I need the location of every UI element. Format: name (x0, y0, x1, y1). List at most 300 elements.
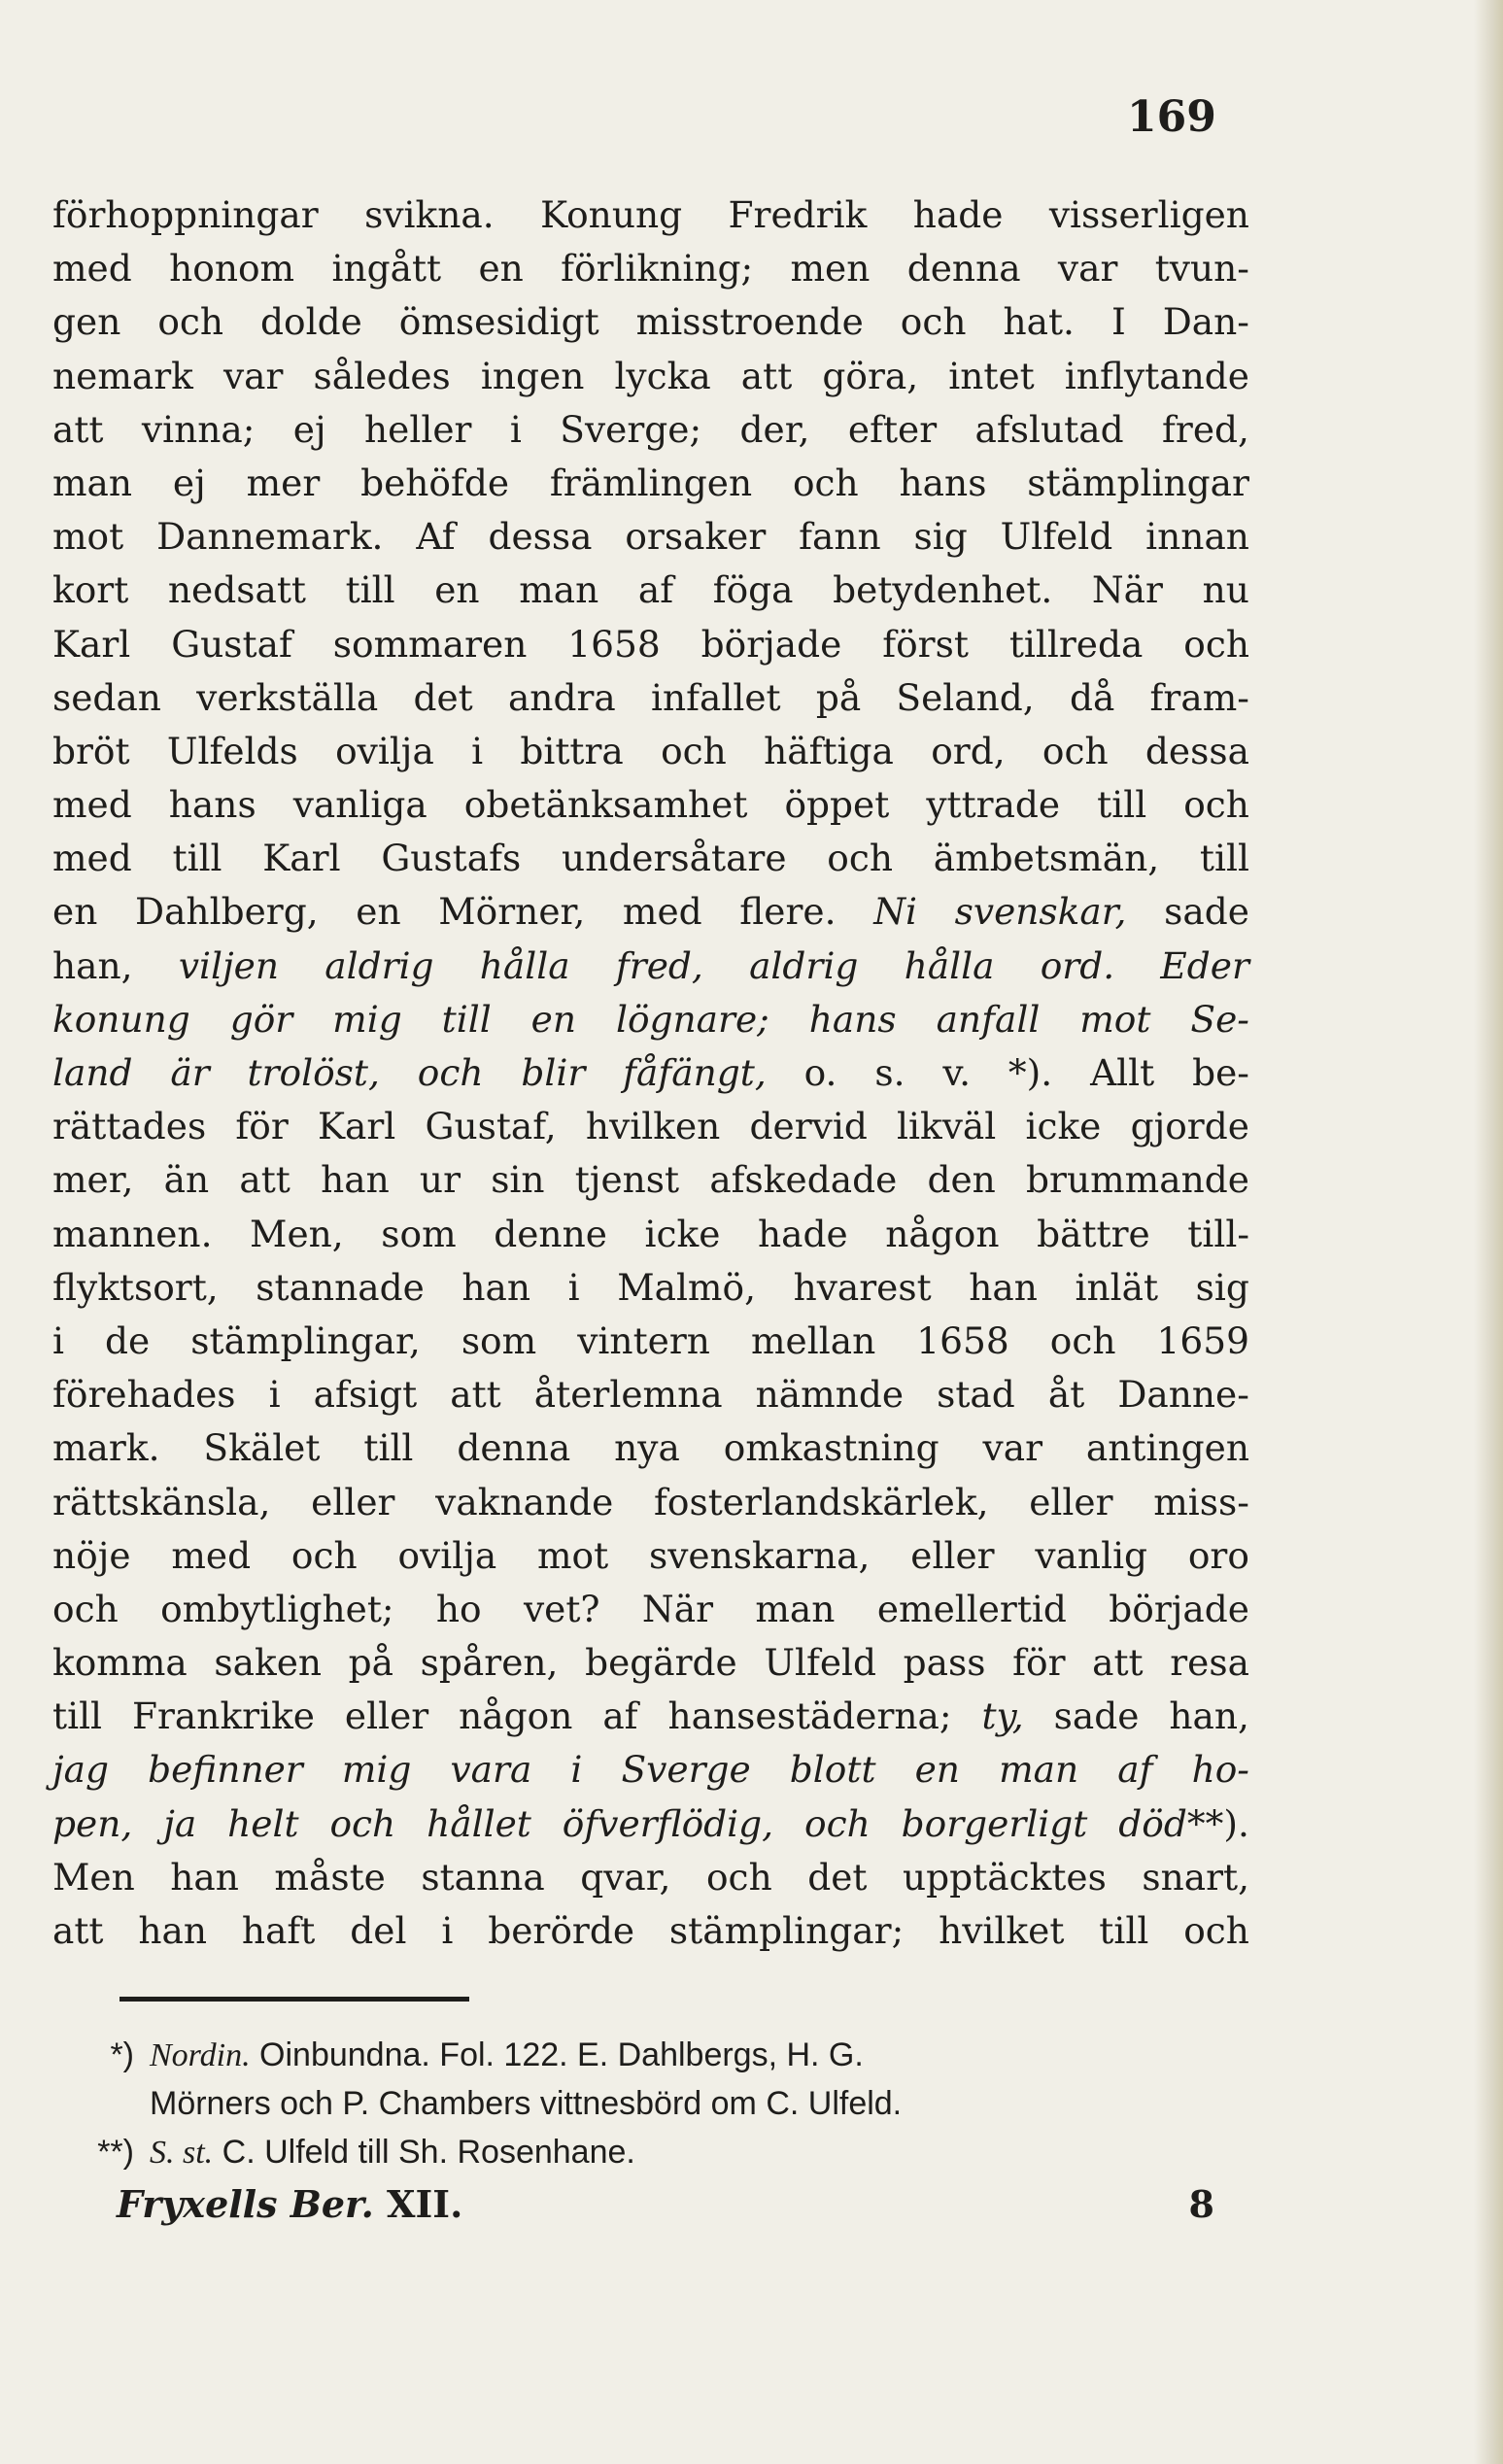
word: och (705, 1855, 772, 1899)
word: Karl (262, 837, 341, 880)
word: behöfde (360, 461, 510, 504)
word: stämplingar, (190, 1318, 421, 1362)
word: omkastning (723, 1426, 939, 1470)
word: trolöst, (247, 1051, 380, 1094)
text-line (52, 1100, 1249, 1153)
word: med (52, 247, 132, 291)
word: han (461, 1265, 531, 1309)
word: och (900, 300, 967, 344)
word: infallet (650, 675, 781, 719)
word: till- (1187, 1212, 1249, 1255)
word: Karl (52, 622, 131, 666)
word: det (807, 1855, 868, 1899)
word: *). (1008, 1051, 1053, 1094)
footnote-text: C. Ulfeld till Sh. Rosenhane. (213, 2134, 635, 2171)
word: Gustafs (381, 837, 522, 880)
word: och (661, 729, 727, 772)
word: han (170, 1855, 239, 1899)
word: Ulfeld (1000, 515, 1113, 559)
word: man (52, 461, 133, 504)
word: resa (1170, 1641, 1249, 1685)
text-line (52, 1046, 1249, 1100)
word: orsaker (625, 515, 767, 559)
word: ombytlighet; (160, 1587, 394, 1630)
word: ord, (931, 729, 1006, 772)
word: del (350, 1909, 407, 1952)
word: återlemna (533, 1373, 723, 1417)
text-line (52, 1797, 1249, 1851)
text-line (52, 1421, 1249, 1475)
word: af (637, 568, 674, 612)
word: berörde (488, 1909, 635, 1952)
word: lycka (614, 354, 711, 397)
word: vintern (577, 1318, 710, 1362)
word: till (363, 1426, 414, 1470)
word: att (1092, 1641, 1144, 1685)
word: och (792, 461, 859, 504)
text-line (52, 940, 1249, 993)
word: spåren, (420, 1641, 559, 1685)
word: måste (274, 1855, 386, 1899)
word: till (441, 997, 492, 1041)
word: dervid (749, 1105, 868, 1148)
word: ja (163, 1801, 197, 1845)
signature-line (117, 2182, 1214, 2241)
text-line (52, 885, 1249, 939)
word: lögnare; (615, 997, 769, 1041)
word: bittra (520, 729, 624, 772)
word: bättre (1037, 1212, 1150, 1255)
word: föga (712, 568, 794, 612)
word: afsigt (313, 1373, 418, 1417)
word: Gustaf, (425, 1105, 557, 1148)
word: öfverflödig, (562, 1801, 774, 1845)
signature-title: Fryxells Ber. (117, 2182, 374, 2226)
word: Dannemark. (156, 515, 384, 559)
word: på (815, 675, 862, 719)
word: sade (1164, 890, 1249, 934)
text-line (52, 564, 1249, 617)
word: ovilja (397, 1533, 497, 1577)
word: brummande (1026, 1158, 1249, 1202)
word: stämplingar (1027, 461, 1249, 504)
word: gjorde (1130, 1105, 1249, 1148)
word: en (52, 890, 98, 934)
word: land (52, 1051, 133, 1094)
word: honom (169, 247, 295, 291)
word: mellan (750, 1318, 876, 1362)
word: stanna (421, 1855, 545, 1899)
word: mig (341, 1748, 412, 1792)
word: började (700, 622, 842, 666)
word: var (1057, 247, 1118, 291)
body-text (52, 188, 1249, 1958)
word: för (1012, 1641, 1066, 1685)
word: obetänksamhet (463, 783, 748, 827)
word: eller (1029, 1480, 1113, 1523)
word: misstroende (635, 300, 864, 344)
word: och (827, 837, 894, 880)
text-line (52, 188, 1249, 242)
word: stad (937, 1373, 1015, 1417)
word: sade (1053, 1694, 1140, 1738)
text-line (52, 1690, 1249, 1743)
word: hålla (904, 943, 995, 987)
word: der, (739, 407, 810, 451)
word: vanliga (292, 783, 427, 827)
word: upptäcktes (903, 1855, 1107, 1899)
word: andra (507, 675, 616, 719)
word: vinna; (141, 407, 256, 451)
word: qvar, (580, 1855, 671, 1899)
text-line (52, 1636, 1249, 1690)
word: och (804, 1801, 871, 1845)
word: inlät (1075, 1265, 1159, 1309)
word: snart, (1142, 1855, 1249, 1899)
word: Skälet (203, 1426, 321, 1470)
word: främlingen (549, 461, 753, 504)
word: begärde (585, 1641, 737, 1685)
page-number: 169 (1127, 92, 1216, 142)
word: man (755, 1587, 836, 1630)
word: tvun- (1154, 247, 1249, 291)
word: bröt (52, 729, 130, 772)
word: således (313, 354, 451, 397)
word: denna (457, 1426, 571, 1470)
word: och (417, 1051, 484, 1094)
word: först (882, 622, 969, 666)
word: rättades (52, 1105, 207, 1148)
word: med (622, 890, 702, 934)
word: sin (491, 1158, 545, 1202)
footnote-1-continued: Mörners och P. Chambers vittnesbörd om C. Ulfeld. (150, 2085, 903, 2122)
word: nedsatt (167, 568, 306, 612)
word: sig (1195, 1265, 1249, 1309)
text-line (52, 510, 1249, 564)
signature-volume: XII. (387, 2182, 463, 2226)
word: sig (913, 515, 968, 559)
word: fosterlandskärlek, (654, 1480, 989, 1523)
word: öppet (784, 783, 890, 827)
word: Dahlberg, (135, 890, 319, 934)
word: på (348, 1641, 394, 1685)
word: v. (942, 1051, 972, 1094)
word: Mörner, (438, 890, 586, 934)
word: att (740, 354, 793, 397)
word: innan (1145, 515, 1249, 559)
word: hans (808, 997, 897, 1041)
word: åt (1047, 1373, 1085, 1417)
text-line (52, 1315, 1249, 1368)
word: i (567, 1265, 580, 1309)
word: att (239, 1158, 290, 1202)
word: dessa (1144, 729, 1249, 772)
word: förlikning; (561, 247, 754, 291)
word: flere. (739, 890, 837, 934)
word: nemark (52, 354, 193, 397)
word: hållet (427, 1801, 531, 1845)
word: vet? (523, 1587, 600, 1630)
word: emellertid (876, 1587, 1067, 1630)
word: med (171, 1533, 252, 1577)
word: hade (757, 1212, 848, 1255)
word: göra, (822, 354, 919, 397)
word: i (570, 1748, 583, 1792)
word: nämnde (755, 1373, 905, 1417)
word: än (163, 1158, 210, 1202)
word: konung (52, 997, 190, 1041)
footnote-mark: **) (97, 2134, 134, 2171)
text-line (52, 993, 1249, 1046)
word: nu (1202, 568, 1249, 612)
word: ingått (331, 247, 442, 291)
word: stämplingar; (668, 1909, 905, 1952)
word: aldrig (749, 943, 859, 987)
word: ömsesidigt (398, 300, 599, 344)
word: fann (799, 515, 881, 559)
text-line (52, 1368, 1249, 1421)
word: som (461, 1318, 537, 1362)
word: mark. (52, 1426, 160, 1470)
word: heller (364, 407, 472, 451)
word: mig (332, 997, 402, 1041)
word: denne (494, 1212, 607, 1255)
text-line (52, 350, 1249, 403)
word: till (52, 1694, 103, 1738)
word: tillreda (1008, 622, 1144, 666)
word: som (381, 1212, 457, 1255)
word: till (1097, 783, 1147, 827)
text-line (52, 671, 1249, 725)
word: fåfängt, (623, 1051, 767, 1094)
word: och (1183, 1909, 1249, 1952)
word: nya (614, 1426, 680, 1470)
word: svenskarna, (649, 1533, 871, 1577)
word: och (1183, 622, 1249, 666)
text-line (52, 832, 1249, 885)
word: undersåtare (561, 837, 787, 880)
word: vara (450, 1748, 532, 1792)
text-line (52, 457, 1249, 510)
word: hade (912, 193, 1004, 236)
text-line (52, 1476, 1249, 1529)
word: hålla (479, 943, 570, 987)
word: eller (311, 1480, 395, 1523)
word: afskedade (709, 1158, 898, 1202)
word: med (52, 837, 132, 880)
word: borgerligt (901, 1801, 1088, 1845)
word: någon (885, 1212, 1000, 1255)
word: antingen (1085, 1426, 1249, 1470)
word: han (969, 1265, 1038, 1309)
text-line (52, 778, 1249, 832)
word: ord. (1040, 943, 1115, 987)
word: man (519, 568, 599, 612)
word: pen, (52, 1801, 133, 1845)
word: be- (1192, 1051, 1249, 1094)
word: till (345, 568, 395, 612)
word: Karl (318, 1105, 396, 1148)
word: Ulfeld (764, 1641, 877, 1685)
word: mot (52, 515, 124, 559)
word: med (52, 783, 132, 827)
word: en (434, 568, 480, 612)
word: aldrig (325, 943, 434, 987)
word: Konung (540, 193, 683, 236)
word: Sverge; (560, 407, 702, 451)
word: ho- (1191, 1748, 1249, 1792)
word: förehades (52, 1373, 236, 1417)
footnote-2 (52, 2128, 1267, 2176)
word: befinner (148, 1748, 303, 1792)
word: af (602, 1694, 638, 1738)
word: blott (789, 1748, 876, 1792)
word: det (413, 675, 473, 719)
word: mer, (52, 1158, 134, 1202)
word: När (1091, 568, 1163, 612)
word: fred, (615, 943, 703, 987)
word: rättskänsla, (52, 1480, 271, 1523)
word: hvilket (939, 1909, 1065, 1952)
word: var (223, 354, 284, 397)
word: och (1183, 783, 1249, 827)
word: och (1049, 1318, 1116, 1362)
word: nöje (52, 1533, 131, 1577)
word: Danne- (1117, 1373, 1249, 1417)
word: Men, (250, 1212, 344, 1255)
footnote-mark: *) (110, 2036, 134, 2073)
word: Dan- (1162, 300, 1249, 344)
word: att (52, 1909, 104, 1952)
word: af (1117, 1748, 1153, 1792)
word: Se- (1190, 997, 1249, 1041)
word: När (641, 1587, 714, 1630)
word: ur (419, 1158, 461, 1202)
text-line (52, 618, 1249, 671)
word: hans (899, 461, 987, 504)
word: Ni (873, 890, 917, 934)
text-line (52, 295, 1249, 349)
word: vanlig (1035, 1533, 1148, 1577)
word: hvarest (793, 1265, 932, 1309)
page-edge (1474, 0, 1503, 2464)
word: för (235, 1105, 289, 1148)
text-line (52, 1904, 1249, 1958)
word: intet (948, 354, 1035, 397)
word: ej (172, 461, 206, 504)
word: inflytande (1064, 354, 1249, 397)
word: Allt (1090, 1051, 1155, 1094)
word: han (321, 1158, 390, 1202)
word: de (105, 1318, 151, 1362)
word: Fredrik (728, 193, 868, 236)
word: förhoppningar (52, 193, 319, 236)
word: Frankrike (131, 1694, 315, 1738)
word: fram- (1149, 675, 1249, 719)
word: hans (168, 783, 256, 827)
footnote-1 (52, 2031, 1267, 2079)
word: oro (1187, 1533, 1249, 1577)
word: flyktsort, (52, 1265, 219, 1309)
word: 1659 (1156, 1318, 1249, 1362)
word: han (138, 1909, 208, 1952)
word: och (329, 1801, 396, 1845)
text-line (52, 242, 1249, 295)
word: mannen. (52, 1212, 213, 1255)
word: hansestäderna; (667, 1694, 952, 1738)
footnote-rule (120, 1997, 469, 2002)
word: häftiga (764, 729, 894, 772)
word: att (450, 1373, 501, 1417)
word: ingen (480, 354, 585, 397)
word: i (441, 1909, 454, 1952)
signature-left (117, 2182, 462, 2226)
word: anfall (936, 997, 1041, 1041)
word: tjenst (574, 1158, 680, 1202)
text-line (52, 1529, 1249, 1583)
text-line (52, 725, 1249, 778)
word: betydenhet. (833, 568, 1053, 612)
word: hat. (1003, 300, 1075, 344)
word: 1658 (567, 622, 661, 666)
word: i (509, 407, 522, 451)
text-line (52, 1153, 1249, 1207)
word: mot (536, 1533, 609, 1577)
text-line (52, 403, 1249, 457)
word: Af (416, 515, 456, 559)
word: i (268, 1373, 281, 1417)
word: i (52, 1318, 64, 1362)
word: Malmö, (617, 1265, 756, 1309)
word: I (1110, 300, 1126, 344)
word: man (999, 1748, 1079, 1792)
word: död**). (1118, 1801, 1249, 1845)
word: och (52, 1587, 119, 1630)
word: och (1042, 729, 1109, 772)
text-line (52, 1261, 1249, 1315)
word: stannade (256, 1265, 425, 1309)
word: Ulfelds (166, 729, 298, 772)
word: en (530, 997, 577, 1041)
word: dessa (488, 515, 593, 559)
word: då (1069, 675, 1115, 719)
word: visserligen (1048, 193, 1249, 236)
word: han, (52, 943, 133, 987)
word: Men (52, 1855, 135, 1899)
footnote-text: Oinbundna. Fol. 122. E. Dahlbergs, H. G. (250, 2036, 864, 2073)
word: en (356, 890, 401, 934)
word: att (52, 407, 104, 451)
word: icke (644, 1212, 721, 1255)
word: han, (1169, 1694, 1249, 1738)
word: mer (246, 461, 321, 504)
word: en (478, 247, 524, 291)
signature-sheet: 8 (1188, 2182, 1214, 2226)
word: den (927, 1158, 996, 1202)
word: jag (52, 1748, 109, 1792)
word: sommaren (332, 622, 528, 666)
word: till (1099, 1909, 1149, 1952)
word: saken (214, 1641, 323, 1685)
word: gör (229, 997, 293, 1041)
word: svenskar, (954, 890, 1127, 934)
word: pass (903, 1641, 986, 1685)
text-line (52, 1583, 1249, 1636)
word: och (290, 1533, 358, 1577)
word: ej (292, 407, 326, 451)
text-line (52, 1851, 1249, 1904)
word: till (1199, 837, 1249, 880)
